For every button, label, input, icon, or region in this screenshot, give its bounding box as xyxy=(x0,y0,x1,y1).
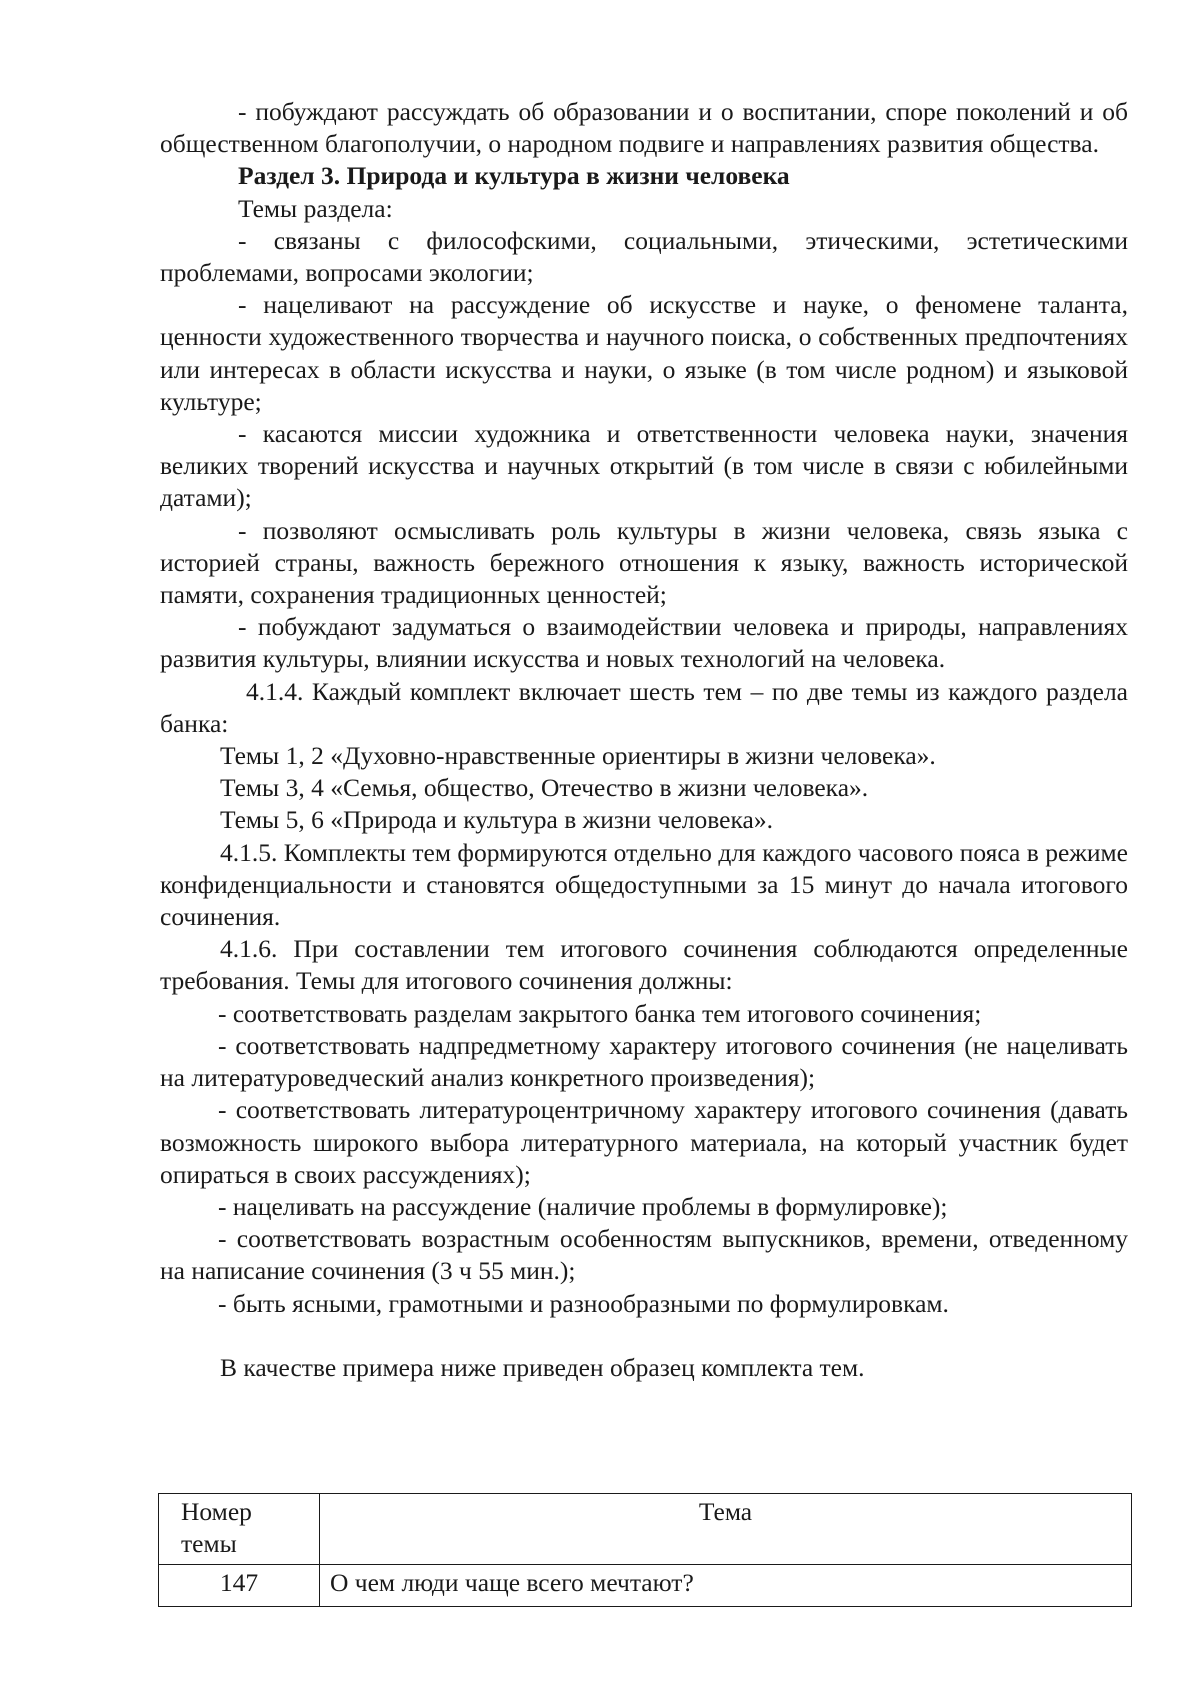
requirement-item: - нацеливать на рассуждение (наличие проблемы в формулировке); xyxy=(218,1191,948,1221)
requirement-item: - быть ясными, грамотными и разнообразными по формулировкам. xyxy=(218,1288,949,1318)
section2-last-bullet: - побуждают рассуждать об образовании и о воспитании, споре поколений и об общественном благополучии, о народном подвиге и направлениях развития общества. xyxy=(160,97,1128,159)
requirement-item: - соответствовать разделам закрытого банка тем итогового сочинения; xyxy=(218,998,982,1028)
document-body xyxy=(160,96,1128,1384)
section3-bullet: - касаются миссии художника и ответственности человека науки, значения великих творений искусства и научных открытий (в том числе в связи с юбилейными датами); xyxy=(160,419,1128,513)
section3-bullet: - побуждают задуматься о взаимодействии человека и природы, направлениях развития культуры, влиянии искусства и новых технологий на человека. xyxy=(160,612,1128,674)
clause-4-1-4-theme: Темы 5, 6 «Природа и культура в жизни человека». xyxy=(220,805,773,835)
paragraph-spacer xyxy=(160,1320,1128,1352)
requirement-item: - соответствовать литературоцентричному характеру итогового сочинения (давать возможность широкого выбора литературного материала, на который участник будет опираться в своих рассуждениях); xyxy=(160,1095,1128,1189)
clause-4-1-4: 4.1.4. Каждый комплект включает шесть тем – по две темы из каждого раздела банка: xyxy=(160,676,1128,738)
requirement-item: - соответствовать надпредметному характеру итогового сочинения (не нацеливать на литературоведческий анализ конкретного произведения); xyxy=(160,1030,1128,1093)
section3-bullet: - нацеливают на рассуждение об искусстве и науке, о феномене таланта, ценности художественного творчества и научного поиска, о собственных предпочтениях или интересах в области искусства и науки, о языке (в том числе родном) и языковой культуре; xyxy=(160,290,1128,416)
clause-4-1-4-theme: Темы 3, 4 «Семья, общество, Отечество в жизни человека». xyxy=(220,773,869,803)
table-header-row xyxy=(159,1494,1132,1565)
table-row xyxy=(159,1565,1132,1607)
example-themes-table-wrap xyxy=(158,1493,1132,1607)
clause-4-1-6: 4.1.6. При составлении тем итогового сочинения соблюдаются определенные требования. Темы для итогового сочинения должны: xyxy=(160,934,1128,996)
table-cell-number: 147 xyxy=(159,1565,320,1607)
table-header-number: Номер темы xyxy=(159,1494,320,1565)
requirement-item: - соответствовать возрастным особенностям выпускников, времени, отведенному на написание сочинения (3 ч 55 мин.); xyxy=(160,1224,1128,1286)
section3-heading: Раздел 3. Природа и культура в жизни человека xyxy=(238,161,790,191)
section3-intro: Темы раздела: xyxy=(238,193,393,223)
example-intro: В качестве примера ниже приведен образец комплекта тем. xyxy=(220,1352,865,1382)
clause-4-1-5: 4.1.5. Комплекты тем формируются отдельно для каждого часового пояса в режиме конфиденциальности и становятся общедоступными за 15 минут до начала итогового сочинения. xyxy=(160,837,1128,932)
section3-bullet: - связаны с философскими, социальными, этическими, эстетическими проблемами, вопросами экологии; xyxy=(160,225,1128,288)
table-cell-theme: О чем люди чаще всего мечтают? xyxy=(320,1565,1132,1607)
example-themes-table xyxy=(158,1493,1132,1607)
clause-4-1-4-theme: Темы 1, 2 «Духовно-нравственные ориентиры в жизни человека». xyxy=(220,741,936,771)
table-header-theme: Тема xyxy=(320,1494,1132,1565)
section3-bullet: - позволяют осмысливать роль культуры в жизни человека, связь языка с историей страны, важность бережного отношения к языку, важность исторической памяти, сохранения традиционных ценностей; xyxy=(160,515,1128,610)
